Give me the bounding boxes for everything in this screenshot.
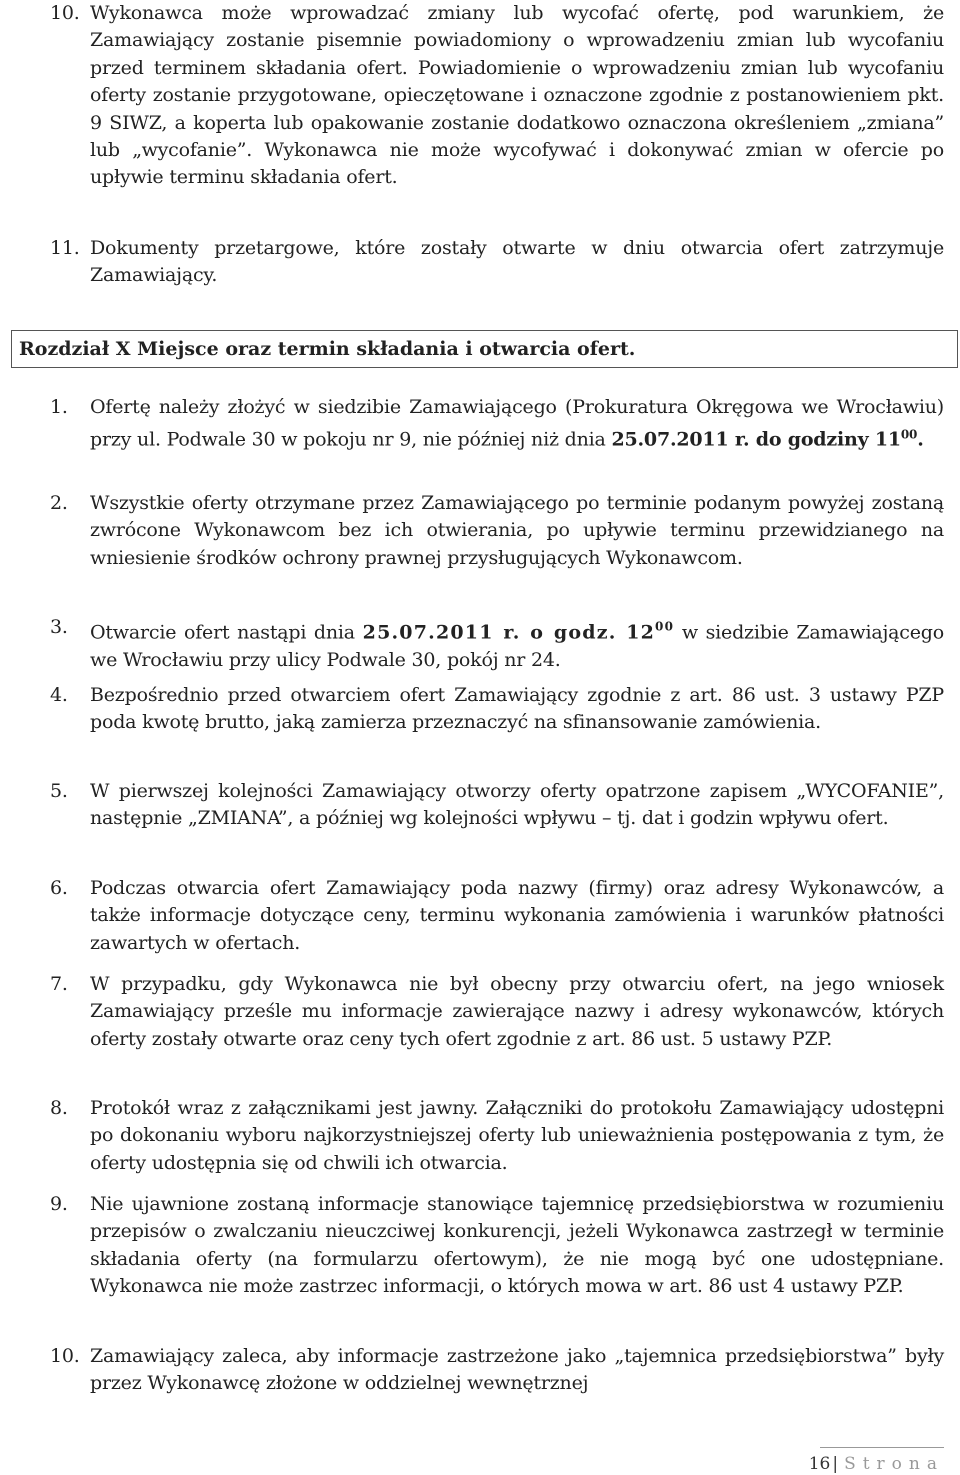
list-item: [50, 778, 944, 833]
list-item: [50, 490, 944, 572]
item-number: 3.: [50, 616, 68, 638]
item-text: Nie ujawnione zostaną informacje stanowiące tajemnicę przedsiębiorstwa w rozumieniu przepisów o zwalczaniu nieuczciwej konkurencji, jeżeli Wykonawca zastrzegł w terminie składania oferty (na formularzu ofertowym), że nie mogą być one udostępniane. Wykonawca nie może zastrzec informacji, o których mowa w art. 86 ust 4 ustawy PZP.: [90, 1193, 944, 1298]
item-text: Protokół wraz z załącznikami jest jawny. Załączniki do protokołu Zamawiający udostępni po dokonaniu wyboru najkorzystniejszej oferty lub unieważnienia postępowania z tym, że oferty udostępnia się od chwili ich otwarcia.: [90, 1097, 944, 1174]
item-number: 10.: [50, 1345, 80, 1367]
item-text: W pierwszej kolejności Zamawiający otworzy oferty opatrzone zapisem „WYCOFANIE”, następnie „ZMIANA”, a później wg kolejności wpływu – tj. dat i godzin wpływu ofert.: [90, 780, 944, 830]
item-text: Wszystkie oferty otrzymane przez Zamawiającego po terminie podanym powyżej zostaną zwrócone Wykonawcom bez ich otwierania, po upływie terminu przewidzianego na wniesienie środków ochrony prawnej przysługujących Wykonawcom.: [90, 492, 944, 569]
page-footer: [809, 1454, 944, 1474]
item-text: Wykonawca może wprowadzać zmiany lub wycofać ofertę, pod warunkiem, że Zamawiający zostanie pisemnie powiadomiony o wprowadzeniu zmian lub wycofaniu przed terminem składania ofert. Powiadomienie o wprowadzeniu zmian lub wycofaniu oferty zostanie przygotowane, opieczętowane i oznaczone zgodnie z postanowieniem pkt. 9 SIWZ, a koperta lub opakowanie zostanie dodatkowo oznaczona określeniem „zmiana” lub „wycofanie”. Wykonawca nie może wycofywać i dokonywać zmian w ofercie po upływie terminu składania ofert.: [90, 2, 944, 189]
list-item: [50, 1191, 944, 1301]
list-item: [50, 875, 944, 957]
item-number: 11.: [50, 237, 80, 259]
list-item: [50, 971, 944, 1053]
item-number: 6.: [50, 877, 68, 899]
list-item: [50, 682, 944, 737]
list-item: [50, 1095, 944, 1177]
item-text: W przypadku, gdy Wykonawca nie był obecny przy otwarciu ofert, na jego wniosek Zamawiający prześle mu informacje zawierające nazwy i adresy wykonawców, których oferty zostały otwarte oraz ceny tych ofert zgodnie z art. 86 ust. 5 ustawy PZP.: [90, 973, 944, 1050]
section-heading-box: [11, 330, 958, 368]
item-number: 10.: [50, 2, 80, 24]
item-number: 9.: [50, 1193, 68, 1215]
item-text: Dokumenty przetargowe, które zostały otwarte w dniu otwarcia ofert zatrzymuje Zamawiający.: [90, 237, 944, 287]
item-number: 5.: [50, 780, 68, 802]
item-number: 1.: [50, 396, 68, 418]
page-label: Strona: [844, 1454, 944, 1474]
list-item: [50, 235, 944, 290]
item-text: Podczas otwarcia ofert Zamawiający poda nazwy (firmy) oraz adresy Wykonawców, a także informacje dotyczące ceny, terminu wykonania zamówienia i warunków płatności zawartych w ofertach.: [90, 877, 944, 954]
list-item: [50, 394, 944, 454]
item-text: Zamawiający zaleca, aby informacje zastrzeżone jako „tajemnica przedsiębiorstwa” były przez Wykonawcę złożone w oddzielnej wewnętrznej: [90, 1345, 944, 1395]
list-item: [50, 614, 944, 674]
footer-divider: [820, 1447, 944, 1448]
page-number: 16: [808, 1454, 831, 1474]
section-heading: Rozdział X Miejsce oraz termin składania i otwarcia ofert.: [19, 338, 636, 360]
list-item: [50, 0, 944, 192]
item-text: Otwarcie ofert nastąpi dnia 25.07.2011 r. o godz. $12^{00}$ w siedzibie Zamawiającego we Wrocławiu przy ulicy Podwale 30, pokój nr 24.: [90, 620, 944, 671]
item-text: Bezpośrednio przed otwarciem ofert Zamawiający zgodnie z art. 86 ust. 3 ustawy PZP poda kwotę brutto, jaką zamierza przeznaczyć na sfinansowanie zamówienia.: [90, 684, 944, 734]
item-number: 2.: [50, 492, 68, 514]
item-number: 7.: [50, 973, 68, 995]
item-number: 8.: [50, 1097, 68, 1119]
item-number: 4.: [50, 684, 68, 706]
item-text: Ofertę należy złożyć w siedzibie Zamawiającego (Prokuratura Okręgowa we Wrocławiu) przy ul. Podwale 30 w pokoju nr 9, nie później niż dnia 25.07.2011 r. do godziny $11^{00}$.: [90, 396, 944, 451]
footer-separator: |: [832, 1454, 839, 1474]
list-item: [50, 1343, 944, 1398]
